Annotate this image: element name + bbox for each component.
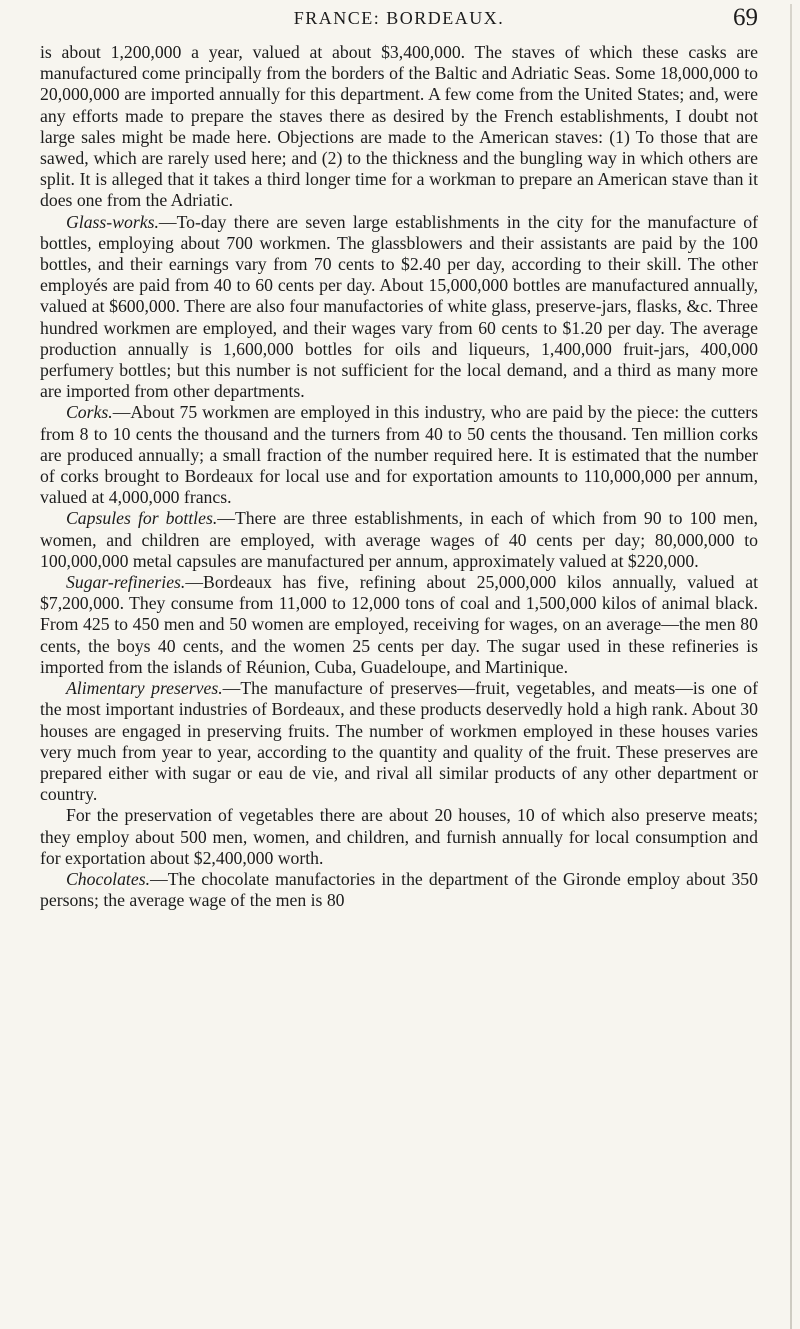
paragraph-text: —To-day there are seven large establishments in the city for the manufacture of bottles, employing about 700 workmen. The glassblowers and their assistants are paid by the 100 bottles, and their earnings vary from 70 cents to $2.40 per day, according to their skill. The other employés are paid from 40 to 60 cents per day. About 15,000,000 bottles are manufactured annually, valued at $600,000. There are also four manufactories of white glass, preserve-jars, flasks, &c. Three hundred workmen are employed, and their wages vary from 60 cents to $1.20 per day. The average production annually is 1,600,000 bottles for oils and liqueurs, 1,400,000 fruit-jars, 400,000 perfumery bottles; but this number is not sufficient for the local demand, and a third as many more are imported from other departments. [40, 211, 758, 402]
paragraph-glass-works [40, 212, 758, 403]
section-heading: Alimentary preserves. [66, 678, 223, 699]
paragraph-text: —Bordeaux has five, refining about 25,000,000 kilos annually, valued at $7,200,000. They consume from 11,000 to 12,000 tons of coal and 1,500,000 kilos of animal black. From 425 to 450 men and 50 women are employed, receiving for wages, on an average—the men 80 cents, the boys 40 cents, and the women 25 cents per day. The sugar used in these refineries is imported from the islands of Réunion, Cuba, Guadeloupe, and Martinique. [40, 572, 758, 677]
paragraph-vegetables [40, 805, 758, 869]
paragraph-text: is about 1,200,000 a year, valued at about $3,400,000. The staves of which these casks are manufactured come principally from the borders of the Baltic and Adriatic Seas. Some 18,000,000 to 20,000,000 are imported annually for this department. A few come from the United States; and, were any efforts made to prepare the staves there as desired by the French establishments, I doubt not large sales might be made here. Objections are made to the American staves: (1) To those that are sawed, which are rarely used here; and (2) to the thickness and the bungling way in which others are split. It is alleged that it takes a third longer time for a workman to prepare an American stave than it does one from the Adriatic. [40, 42, 758, 211]
paragraph-text: —The manufacture of preserves—fruit, vegetables, and meats—is one of the most important industries of Bordeaux, and these products deservedly hold a high rank. About 30 houses are engaged in preserving fruits. The number of workmen employed in these houses varies very much from year to year, according to the quantity and quality of the fruit. These preserves are prepared either with sugar or eau de vie, and rival all similar products of any other department or country. [40, 678, 758, 805]
paragraph-chocolates [40, 869, 758, 911]
running-head [40, 4, 758, 34]
book-page [0, 4, 800, 1329]
paragraph-staves [40, 42, 758, 212]
paragraph-text: For the preservation of vegetables there are about 20 houses, 10 of which also preserve meats; they employ about 500 men, women, and children, and furnish annually for local consumption and for exportation about $2,400,000 worth. [40, 805, 758, 868]
paragraph-text: —About 75 workmen are employed in this industry, who are paid by the piece: the cutters from 8 to 10 cents the thousand and the turners from 40 to 50 cents the thousand. Ten million corks are produced annually; a small fraction of the number required here. It is estimated that the number of corks brought to Bordeaux for local use and for exportation amounts to 110,000,000 per annum, valued at 4,000,000 francs. [40, 402, 758, 508]
paragraph-text: —There are three establishments, in each of which from 90 to 100 men, women, and children are employed, with average wages of 40 cents per day; 80,000,000 to 100,000,000 metal capsules are manufactured per annum, approximately valued at $220,000. [40, 508, 758, 571]
running-head-title: FRANCE: BORDEAUX. [293, 8, 505, 28]
body-text [40, 42, 758, 911]
paragraph-corks [40, 402, 758, 508]
section-heading: Capsules for bottles. [66, 508, 218, 529]
page-edge-shadow [790, 4, 792, 1329]
section-heading: Sugar-refineries. [66, 572, 186, 593]
paragraph-capsules [40, 508, 758, 572]
section-heading: Corks. [66, 402, 113, 423]
section-heading: Chocolates. [66, 868, 151, 889]
section-heading: Glass-works. [66, 211, 159, 232]
paragraph-sugar-refineries [40, 572, 758, 678]
paragraph-text: —The chocolate manufactories in the department of the Gironde employ about 350 persons; the average wage of the men is 80 [40, 868, 758, 911]
page-number: 69 [733, 4, 758, 31]
paragraph-alimentary-preserves [40, 678, 758, 805]
